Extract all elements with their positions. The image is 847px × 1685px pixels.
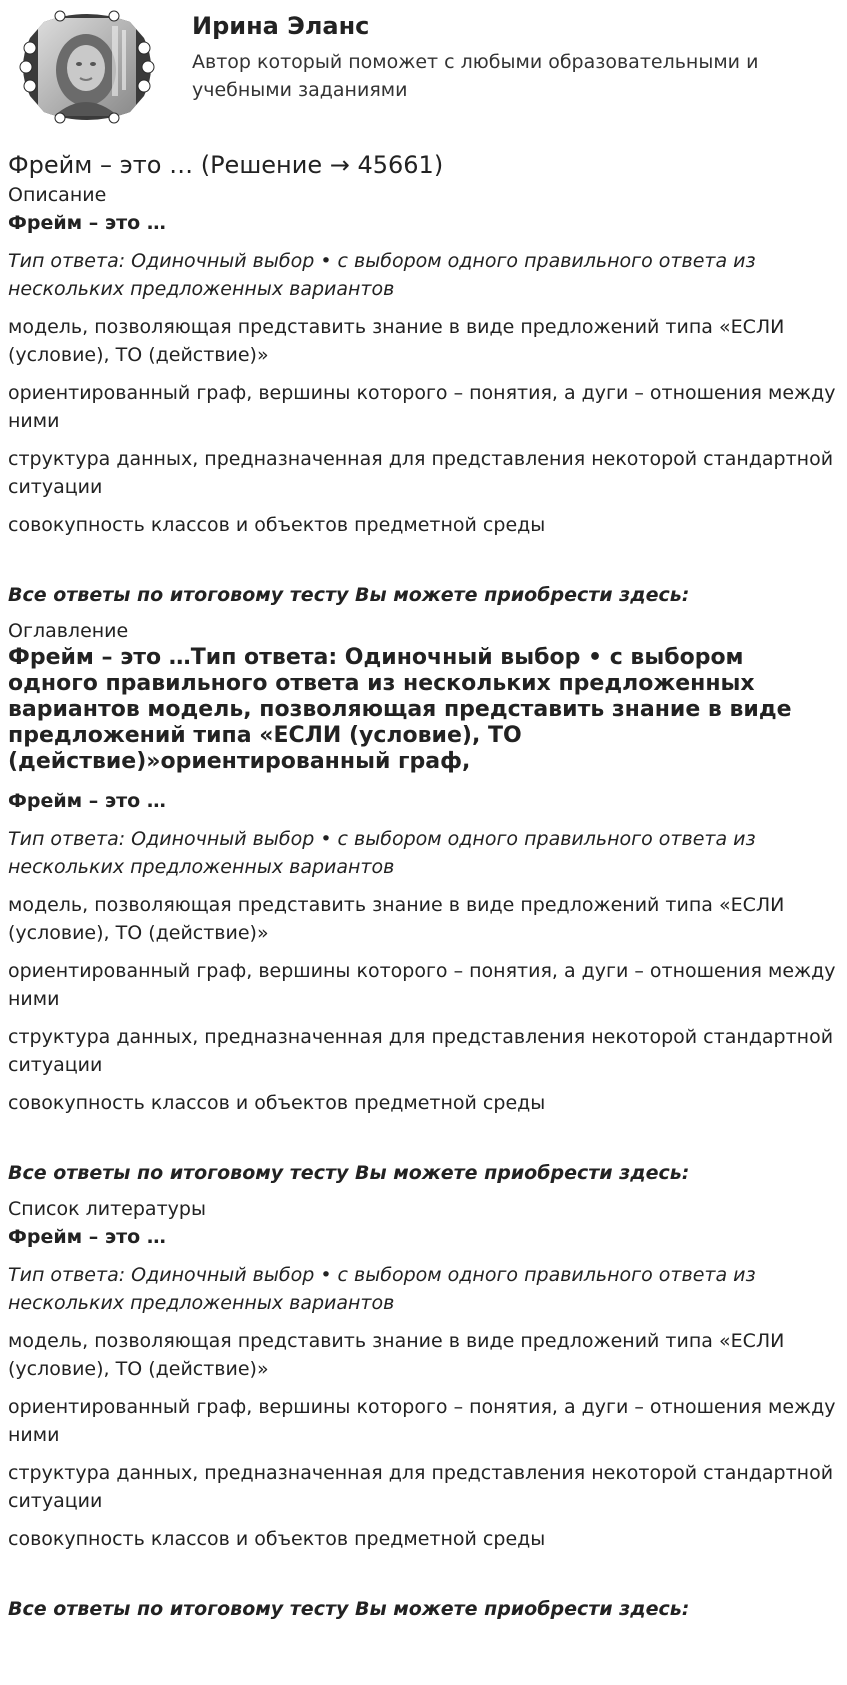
author-avatar[interactable] bbox=[16, 8, 158, 126]
section-label-toc: Оглавление bbox=[8, 620, 129, 642]
toc-section bbox=[8, 617, 839, 1187]
answer-option: совокупность классов и объектов предметной среды bbox=[8, 1528, 546, 1550]
answer-option: совокупность классов и объектов предметной среды bbox=[8, 514, 546, 536]
buy-note: Все ответы по итоговому тесту Вы можете приобрести здесь: bbox=[8, 1598, 690, 1620]
answer-option: модель, позволяющая представить знание в виде предложений типа «ЕСЛИ (условие), ТО (действие)» bbox=[8, 316, 785, 366]
author-card bbox=[8, 0, 839, 132]
literature-section bbox=[8, 1195, 839, 1623]
author-description: Автор который поможет с любыми образовательными и учебными заданиями bbox=[192, 51, 759, 101]
toc-heading: Фрейм – это …Тип ответа: Одиночный выбор • с выбором одного правильного ответа из нескольких предложенных вариантов модель, позволяющая представить знание в виде предложений типа «ЕСЛИ (условие), ТО (действие)»ориентированный граф, bbox=[8, 645, 792, 774]
buy-note: Все ответы по итоговому тесту Вы можете приобрести здесь: bbox=[8, 1162, 690, 1184]
question-type: Тип ответа: Одиночный выбор • с выбором одного правильного ответа из нескольких предложенных вариантов bbox=[8, 828, 756, 878]
answer-option: ориентированный граф, вершины которого – понятия, а дуги – отношения между ними bbox=[8, 1396, 836, 1446]
answer-option: ориентированный граф, вершины которого – понятия, а дуги – отношения между ними bbox=[8, 960, 836, 1010]
author-name[interactable]: Ирина Эланс bbox=[192, 12, 370, 40]
question-type: Тип ответа: Одиночный выбор • с выбором одного правильного ответа из нескольких предложенных вариантов bbox=[8, 1264, 756, 1314]
section-label-description: Описание bbox=[8, 184, 107, 206]
question-title: Фрейм – это … bbox=[8, 790, 166, 812]
section-label-literature: Список литературы bbox=[8, 1198, 206, 1220]
description-section bbox=[8, 181, 839, 609]
answer-option: модель, позволяющая представить знание в виде предложений типа «ЕСЛИ (условие), ТО (действие)» bbox=[8, 894, 785, 944]
answer-option: ориентированный граф, вершины которого – понятия, а дуги – отношения между ними bbox=[8, 382, 836, 432]
question-title: Фрейм – это … bbox=[8, 1226, 166, 1248]
answer-option: структура данных, предназначенная для представления некоторой стандартной ситуации bbox=[8, 1026, 834, 1076]
answer-option: модель, позволяющая представить знание в виде предложений типа «ЕСЛИ (условие), ТО (действие)» bbox=[8, 1330, 785, 1380]
answer-option: структура данных, предназначенная для представления некоторой стандартной ситуации bbox=[8, 1462, 834, 1512]
buy-note: Все ответы по итоговому тесту Вы можете приобрести здесь: bbox=[8, 584, 690, 606]
question-type: Тип ответа: Одиночный выбор • с выбором одного правильного ответа из нескольких предложенных вариантов bbox=[8, 250, 756, 300]
page-title: Фрейм – это … (Решение → 45661) bbox=[8, 151, 444, 179]
question-title: Фрейм – это … bbox=[8, 212, 166, 234]
answer-option: структура данных, предназначенная для представления некоторой стандартной ситуации bbox=[8, 448, 834, 498]
answer-option: совокупность классов и объектов предметной среды bbox=[8, 1092, 546, 1114]
